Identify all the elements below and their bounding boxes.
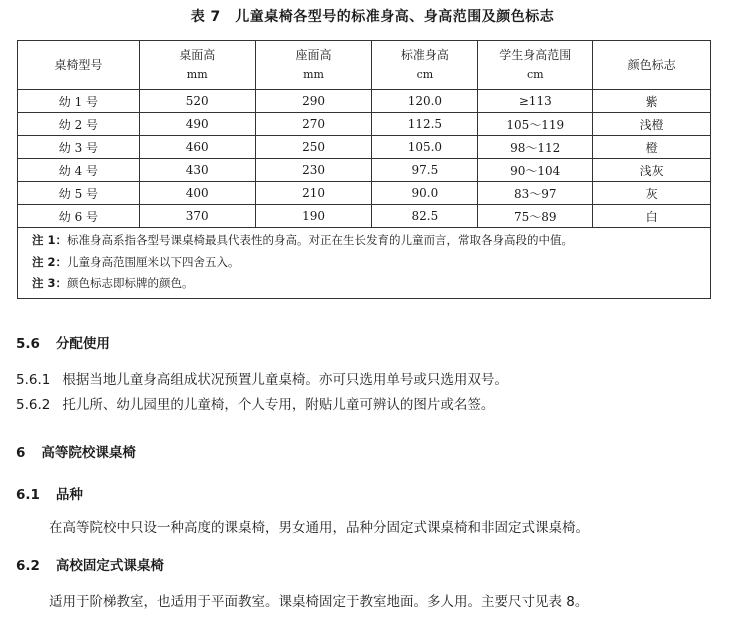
section-heading-5-6: 5.6 分配使用 [16, 336, 110, 352]
cell-seat-height: 230 [255, 159, 372, 182]
table-row [18, 113, 711, 136]
cell-desk-height: 520 [139, 90, 255, 113]
cell-model: 幼 4 号 [18, 159, 140, 182]
cell-standard-height: 82.5 [372, 205, 478, 228]
note-3: 注 3：颜色标志即标牌的颜色。 [32, 276, 194, 290]
cell-model: 幼 6 号 [18, 205, 140, 228]
cell-model: 幼 1 号 [18, 90, 140, 113]
section-heading-6-1: 6.1 品种 [16, 487, 83, 503]
cell-desk-height: 370 [139, 205, 255, 228]
cell-standard-height: 97.5 [372, 159, 478, 182]
cell-height-range: 75～89 [478, 205, 593, 228]
cell-seat-height: 250 [255, 136, 372, 159]
paragraph-6-2: 适用于阶梯教室，也适用于平面教室。课桌椅固定于教室地面。多人用。主要尺寸见表 8。 [49, 594, 589, 610]
cell-height-range: 105～119 [478, 113, 593, 136]
cell-color-mark: 浅橙 [593, 113, 711, 136]
note-2: 注 2：儿童身高范围厘米以下四舍五入。 [32, 254, 240, 269]
table-title: 表 7 儿童桌椅各型号的标准身高、身高范围及颜色标志 [190, 9, 555, 25]
cell-desk-height: 400 [139, 182, 255, 205]
section-heading-6: 6 高等院校课桌椅 [16, 445, 136, 461]
cell-model: 幼 3 号 [18, 136, 140, 159]
cell-model: 幼 5 号 [18, 182, 140, 205]
header-standard-height: 标准身高 cm [372, 41, 478, 90]
cell-height-range: 83～97 [478, 182, 593, 205]
cell-height-range: ≥113 [478, 90, 593, 113]
cell-seat-height: 270 [255, 113, 372, 136]
cell-color-mark: 白 [593, 205, 711, 228]
table-row [18, 90, 711, 113]
header-desk-height: 桌面高 mm [139, 41, 255, 90]
cell-seat-height: 190 [255, 205, 372, 228]
cell-standard-height: 90.0 [372, 182, 478, 205]
header-color-mark: 颜色标志 [593, 41, 711, 90]
cell-desk-height: 430 [139, 159, 255, 182]
spec-table [17, 40, 711, 299]
cell-color-mark: 浅灰 [593, 159, 711, 182]
cell-seat-height: 290 [255, 90, 372, 113]
header-model: 桌椅型号 [18, 41, 140, 90]
table-header-row [18, 41, 711, 90]
paragraph-5-6-1: 5.6.1 根据当地儿童身高组成状况预置儿童桌椅。亦可只选用单号或只选用双号。 [16, 372, 508, 388]
paragraph-6-1: 在高等院校中只设一种高度的课桌椅，男女通用，品种分固定式课桌椅和非固定式课桌椅。 [49, 520, 589, 536]
table-notes [18, 228, 711, 299]
section-heading-6-2: 6.2 高校固定式课桌椅 [16, 558, 164, 574]
cell-color-mark: 橙 [593, 136, 711, 159]
cell-standard-height: 105.0 [372, 136, 478, 159]
cell-desk-height: 490 [139, 113, 255, 136]
table-row [18, 205, 711, 228]
cell-model: 幼 2 号 [18, 113, 140, 136]
cell-color-mark: 紫 [593, 90, 711, 113]
table-row [18, 182, 711, 205]
table-row [18, 159, 711, 182]
table-row [18, 136, 711, 159]
cell-standard-height: 112.5 [372, 113, 478, 136]
header-seat-height: 座面高 mm [255, 41, 372, 90]
table-notes-row [18, 228, 711, 299]
cell-standard-height: 120.0 [372, 90, 478, 113]
cell-color-mark: 灰 [593, 182, 711, 205]
paragraph-5-6-2: 5.6.2 托儿所、幼儿园里的儿童椅，个人专用，附贴儿童可辨认的图片或名签。 [16, 397, 495, 413]
note-1: 注 1：标准身高系指各型号课桌椅最具代表性的身高。对正在生长发育的儿童而言，常取各身高段的中值。 [32, 233, 574, 247]
cell-height-range: 90～104 [478, 159, 593, 182]
cell-desk-height: 460 [139, 136, 255, 159]
cell-height-range: 98～112 [478, 136, 593, 159]
cell-seat-height: 210 [255, 182, 372, 205]
header-height-range: 学生身高范围 cm [478, 41, 593, 90]
